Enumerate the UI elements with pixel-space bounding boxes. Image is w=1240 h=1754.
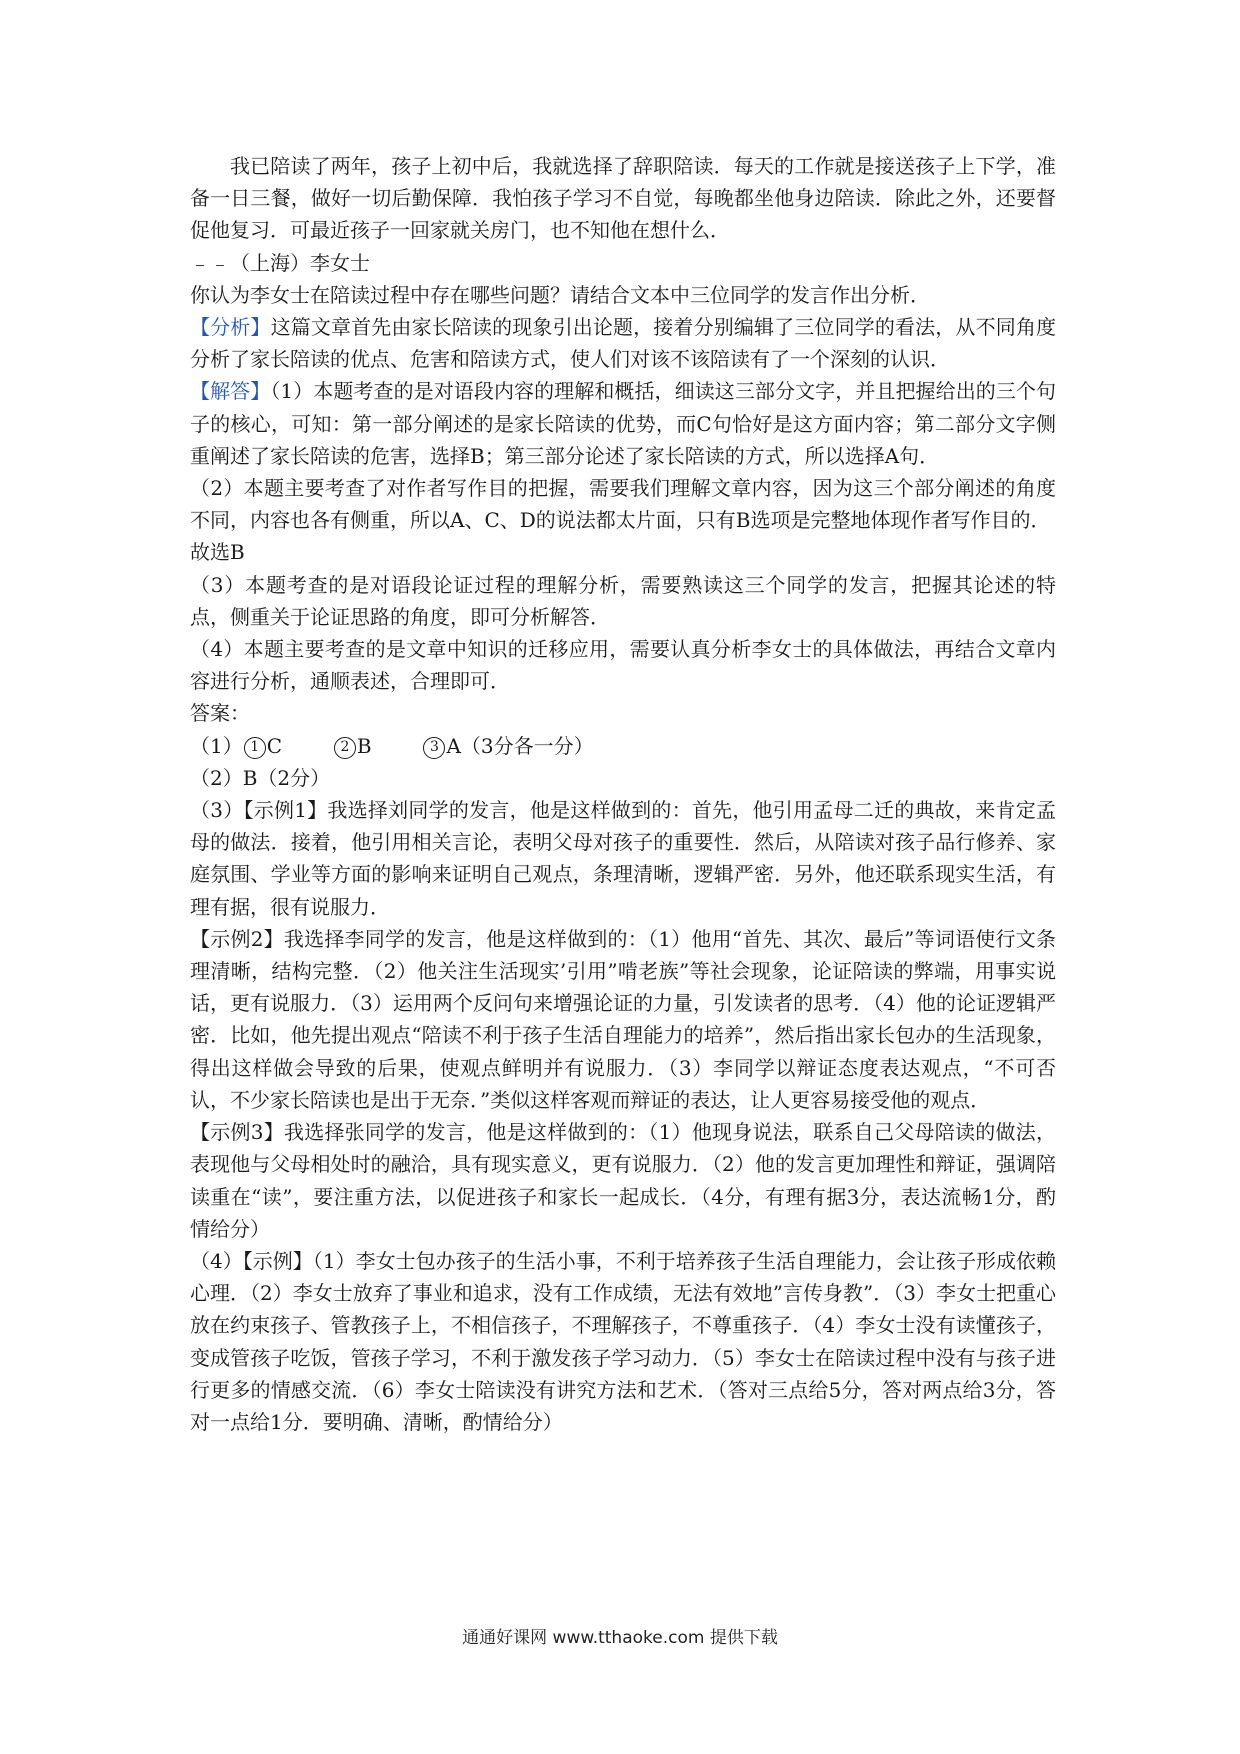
answer-1-row xyxy=(190,730,1056,762)
footer-download-note: 通通好课网 www.tthaoke.com 提供下载 xyxy=(462,1628,778,1648)
analysis-tag: 【分析】 xyxy=(190,315,271,340)
answer-3-example-3: 【示例3】我选择张同学的发言，他是这样做到的：（1）他现身说法，联系自己父母陪读的做法，表现他与父母相处时的融洽，具有现实意义，更有说服力．（2）他的发言更加理性和辩证，强调陪读重在“读”，要注重方法，以促进孩子和家长一起成长．（4分，有理有据3分，表达流畅1分，酌情给分） xyxy=(190,1120,1056,1241)
quote-author: ﹣﹣（上海）李女士 xyxy=(190,250,370,275)
solution-text-1: （1）本题考查的是对语段内容的理解和概括，细读这三部分文字，并且把握给出的三个句子的核心，可知：第一部分阐述的是家长陪读的优势，而C句恰好是这方面内容；第二部分文字侧重阐述了家长陪读的危害，选择B；第三部分论述了家长陪读的方式，所以选择A句． xyxy=(190,379,1056,468)
answer-1-value-2: B xyxy=(356,733,372,758)
circled-number-2: 2 xyxy=(334,737,356,759)
quote-paragraph: 我已陪读了两年，孩子上初中后，我就选择了辞职陪读．每天的工作就是接送孩子上下学，准备一日三餐，做好一切后勤保障．我怕孩子学习不自觉，每晚都坐他身边陪读．除此之外，还要督促他复习．可最近孩子一回家就关房门，也不知他在想什么． xyxy=(190,154,1056,243)
answer-3-example-2: 【示例2】我选择李同学的发言，他是这样做到的：（1）他用“首先、其次、最后”等词语使行文条理清晰，结构完整．（2）他关注生活现实’引用”啃老族”等社会现象，论证陪读的弊端，用事实说话，更有说服力．（3）运用两个反问句来增强论证的力量，引发读者的思考．（4）他的论证逻辑严密．比如，他先提出观点“陪读不利于孩子生活自理能力的培养”，然后指出家长包办的生活现象，得出这样做会导致的后果，使观点鲜明并有说服力．（3）李同学以辩证态度表达观点，“不可否认，不少家长陪读也是出于无奈．”类似这样客观而辩证的表达，让人更容易接受他的观点． xyxy=(190,926,1056,1112)
answer-1-prefix: （1） xyxy=(190,733,243,758)
solution-paragraph-2: （2）本题主要考查了对作者写作目的把握，需要我们理解文章内容，因为这三个部分阐述的角度不同，内容也各有侧重，所以A、C、D的说法都太片面，只有B选项是完整地体现作者写作目的． xyxy=(190,476,1056,533)
solution-choice: 故选B xyxy=(190,540,245,565)
solution-paragraph-3: （3）本题考查的是对语段论证过程的理解分析，需要熟读这三个同学的发言，把握其论述的特点，侧重关于论证思路的角度，即可分析解答． xyxy=(190,572,1056,629)
answer-2: （2）B（2分） xyxy=(190,765,331,790)
answer-1-value-3: A（3分各一分） xyxy=(446,733,594,758)
circled-number-3: 3 xyxy=(423,737,445,759)
solution-paragraph-4: （4）本题主要考查的是文章中知识的迁移应用，需要认真分析李女士的具体做法，再结合文章内容进行分析，通顺表述，合理即可． xyxy=(190,637,1056,694)
analysis-text: 这篇文章首先由家长陪读的现象引出论题，接着分别编辑了三位同学的看法，从不同角度分析了家长陪读的优点、危害和陪读方式，使人们对该不该陪读有了一个深刻的认识． xyxy=(190,315,1057,372)
solution-tag: 【解答】 xyxy=(190,379,271,404)
answer-1-value-1: C xyxy=(266,733,283,758)
answer-4: （4）【示例】（1）李女士包办孩子的生活小事，不利于培养孩子生活自理能力，会让孩子形成依赖心理．（2）李女士放弃了事业和追求，没有工作成绩，无法有效地”言传身教”．（3）李女士把重心放在约束孩子、管教孩子上，不相信孩子，不理解孩子，不尊重孩子．（4）李女士没有读懂孩子，变成管孩子吃饭，管孩子学习，不利于激发孩子学习动力．（5）李女士在陪读过程中没有与孩子进行更多的情感交流．（6）李女士陪读没有讲究方法和艺术．（答对三点给5分，答对两点给3分，答对一点给1分．要明确、清晰，酌情给分） xyxy=(190,1248,1056,1434)
solution-paragraph-1 xyxy=(190,375,1056,472)
question-text: 你认为李女士在陪读过程中存在哪些问题？请结合文本中三位同学的发言作出分析． xyxy=(190,282,930,307)
answer-3-example-1: （3）【示例1】我选择刘同学的发言，他是这样做到的：首先，他引用孟母二迁的典故，来肯定孟母的做法．接着，他引用相关言论，表明父母对孩子的重要性．然后，从陪读对孩子品行修养、家庭氛围、学业等方面的影响来证明自己观点，条理清晰，逻辑严密．另外，他还联系现实生活，有理有据，很有说服力． xyxy=(190,798,1056,919)
circled-number-1: 1 xyxy=(244,737,266,759)
analysis-paragraph xyxy=(190,311,1056,375)
answers-label: 答案： xyxy=(190,701,250,726)
document-body xyxy=(190,150,1056,1438)
